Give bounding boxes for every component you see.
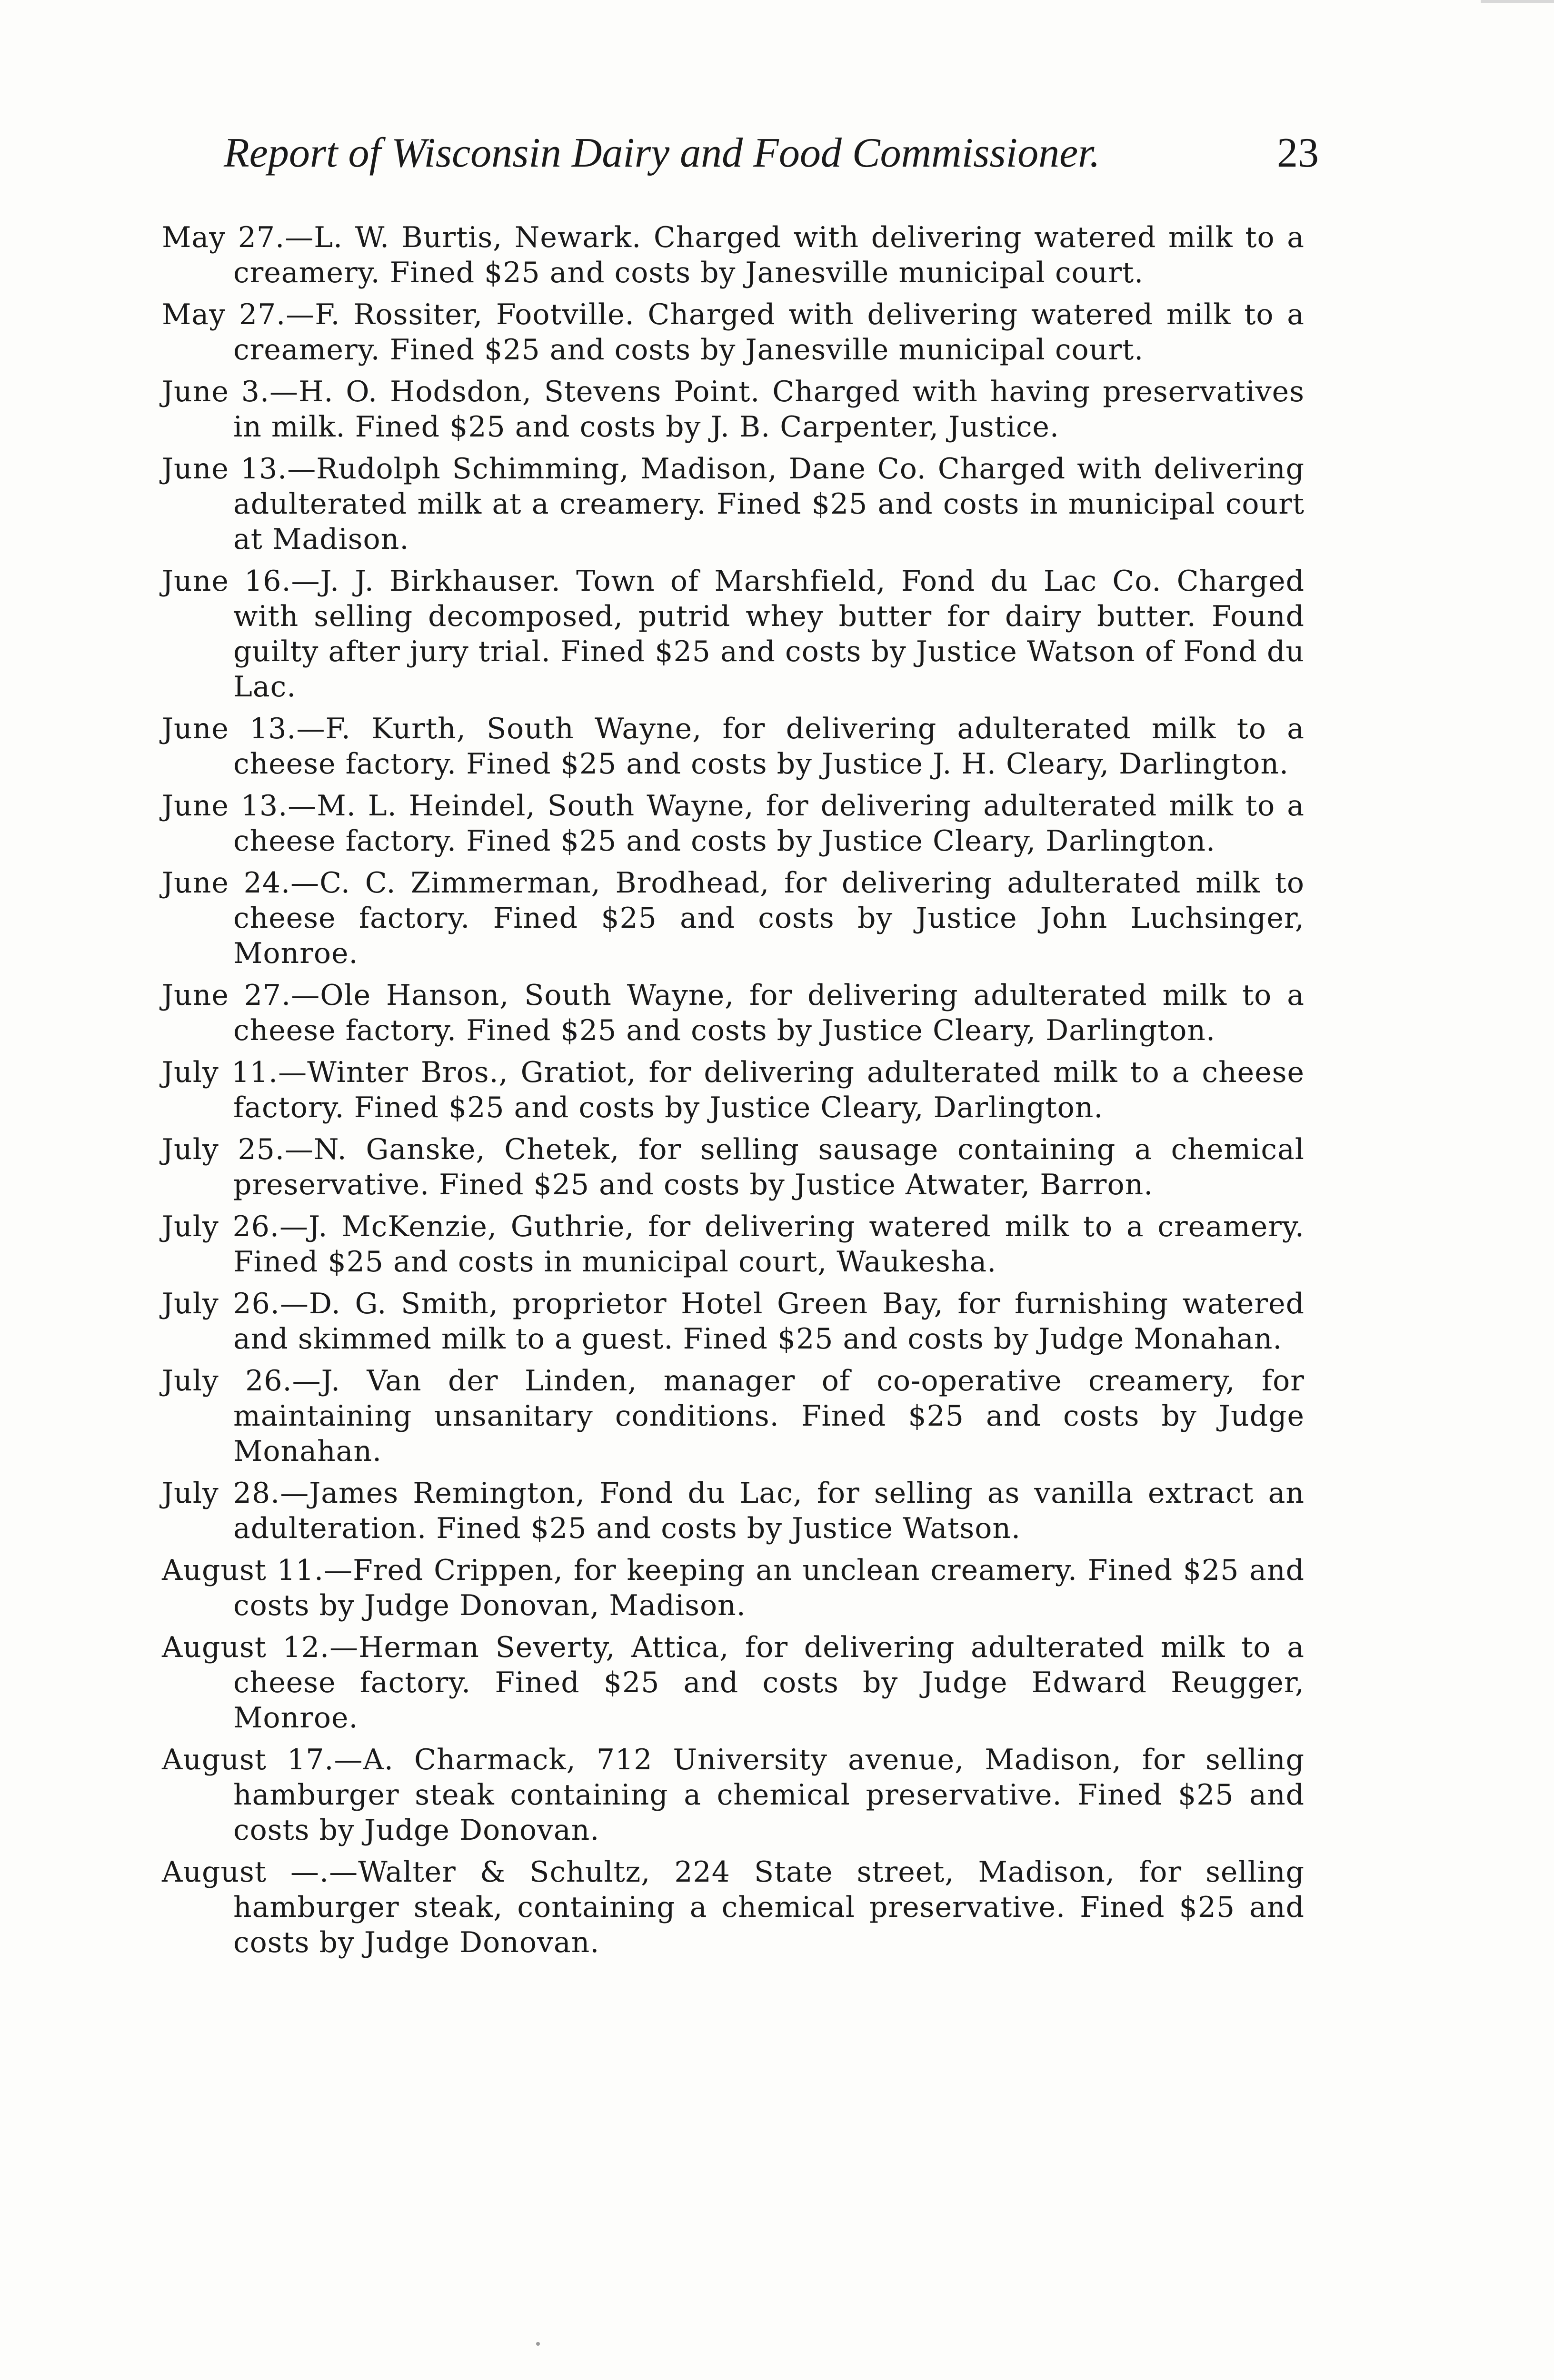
list-item xyxy=(162,1630,1305,1735)
entry-date: May 27. xyxy=(162,221,285,254)
entry-date: June 13. xyxy=(162,712,297,745)
list-item xyxy=(162,865,1305,971)
entry-text: —M. L. Heindel, South Wayne, for delivering adulterated milk to a cheese factory. Fined $25 and costs by Justice Cleary, Darlington. xyxy=(233,789,1305,858)
entry-text: —D. G. Smith, proprietor Hotel Green Bay, for furnishing watered and skimmed milk to a guest. Fined $25 and costs by Judge Monahan. xyxy=(233,1287,1305,1356)
list-item xyxy=(162,1363,1305,1469)
list-item xyxy=(162,711,1305,782)
running-header xyxy=(224,125,1319,182)
entry-text: —F. Kurth, South Wayne, for delivering adulterated milk to a cheese factory. Fined $25 and costs by Justice J. H. Cleary, Darlington. xyxy=(233,712,1305,781)
entry-text: —Walter & Schultz, 224 State street, Madison, for selling hamburger steak, containing a chemical preservative. Fined $25 and costs by Judge Donovan. xyxy=(233,1855,1305,1959)
header-title: Report of Wisconsin Dairy and Food Commissioner. xyxy=(224,130,1100,176)
entry-text: —L. W. Burtis, Newark. Charged with delivering watered milk to a creamery. Fined $25 and costs by Janesville municipal court. xyxy=(233,221,1305,289)
entry-date: June 27. xyxy=(162,979,291,1012)
entry-text: —Ole Hanson, South Wayne, for delivering adulterated milk to a cheese factory. Fined $25 and costs by Justice Cleary, Darlington. xyxy=(233,979,1305,1047)
entry-date: June 13. xyxy=(162,789,288,823)
entry-text: —Winter Bros., Gratiot, for delivering adulterated milk to a cheese factory. Fined $25 and costs by Justice Cleary, Darlington. xyxy=(233,1056,1305,1124)
list-item xyxy=(162,374,1305,445)
list-item xyxy=(162,564,1305,704)
entry-date: July 28. xyxy=(162,1477,280,1510)
entry-text: —H. O. Hodsdon, Stevens Point. Charged with having preservatives in milk. Fined $25 and costs by J. B. Carpenter, Justice. xyxy=(233,375,1305,444)
entry-date: July 26. xyxy=(162,1364,292,1398)
entry-list xyxy=(162,220,1305,1967)
list-item xyxy=(162,978,1305,1048)
entry-date: August 17. xyxy=(162,1743,334,1776)
list-item xyxy=(162,220,1305,290)
entry-text: —James Remington, Fond du Lac, for selling as vanilla extract an adulteration. Fined $25 and costs by Justice Watson. xyxy=(233,1477,1305,1545)
edge-rule xyxy=(1481,0,1554,3)
entry-date: August —. xyxy=(162,1855,329,1889)
page-number: 23 xyxy=(1277,130,1319,176)
entry-date: July 11. xyxy=(162,1056,279,1089)
entry-text: —C. C. Zimmerman, Brodhead, for delivering adulterated milk to cheese factory. Fined $25 and costs by Justice John Luchsinger, Monroe. xyxy=(233,866,1305,970)
entry-date: July 26. xyxy=(162,1210,279,1243)
list-item xyxy=(162,1854,1305,1960)
entry-date: August 11. xyxy=(162,1554,324,1587)
entry-text: —J. McKenzie, Guthrie, for delivering watered milk to a creamery. Fined $25 and costs in municipal court, Waukesha. xyxy=(233,1210,1305,1279)
entry-text: —Fred Crippen, for keeping an unclean creamery. Fined $25 and costs by Judge Donovan, Madison. xyxy=(233,1554,1305,1622)
list-item xyxy=(162,1132,1305,1202)
list-item xyxy=(162,1553,1305,1623)
entry-date: June 13. xyxy=(162,452,288,486)
list-item xyxy=(162,788,1305,859)
entry-text: —J. Van der Linden, manager of co-operative creamery, for maintaining unsanitary conditions. Fined $25 and costs by Judge Monahan. xyxy=(233,1364,1305,1468)
entry-date: July 25. xyxy=(162,1133,285,1166)
entry-text: —J. J. Birkhauser. Town of Marshfield, Fond du Lac Co. Charged with selling decomposed, putrid whey butter for dairy butter. Found guilty after jury trial. Fined $25 and costs by Justice Watson of Fond du Lac. xyxy=(233,565,1305,704)
list-item xyxy=(162,451,1305,557)
entry-text: —Herman Severty, Attica, for delivering adulterated milk to a cheese factory. Fined $25 and costs by Judge Edward Reugger, Monroe. xyxy=(233,1631,1305,1735)
list-item xyxy=(162,1209,1305,1279)
entry-date: June 24. xyxy=(162,866,291,900)
list-item xyxy=(162,1055,1305,1125)
list-item xyxy=(162,1742,1305,1848)
list-item xyxy=(162,1476,1305,1546)
entry-date: July 26. xyxy=(162,1287,280,1320)
entry-text: —N. Ganske, Chetek, for selling sausage containing a chemical preservative. Fined $25 and costs by Justice Atwater, Barron. xyxy=(233,1133,1305,1201)
entry-text: —F. Rossiter, Footville. Charged with delivering watered milk to a creamery. Fined $25 and costs by Janesville municipal court. xyxy=(233,298,1305,367)
print-speck xyxy=(536,2342,540,2346)
entry-text: —A. Charmack, 712 University avenue, Madison, for selling hamburger steak containing a chemical preservative. Fined $25 and costs by Judge Donovan. xyxy=(233,1743,1305,1847)
entry-date: May 27. xyxy=(162,298,286,331)
list-item xyxy=(162,1286,1305,1357)
entry-date: August 12. xyxy=(162,1631,330,1664)
entry-date: June 16. xyxy=(162,565,291,598)
entry-date: June 3. xyxy=(162,375,270,408)
list-item xyxy=(162,297,1305,367)
entry-text: —Rudolph Schimming, Madison, Dane Co. Charged with delivering adulterated milk at a creamery. Fined $25 and costs in municipal court at Madison. xyxy=(233,452,1305,556)
